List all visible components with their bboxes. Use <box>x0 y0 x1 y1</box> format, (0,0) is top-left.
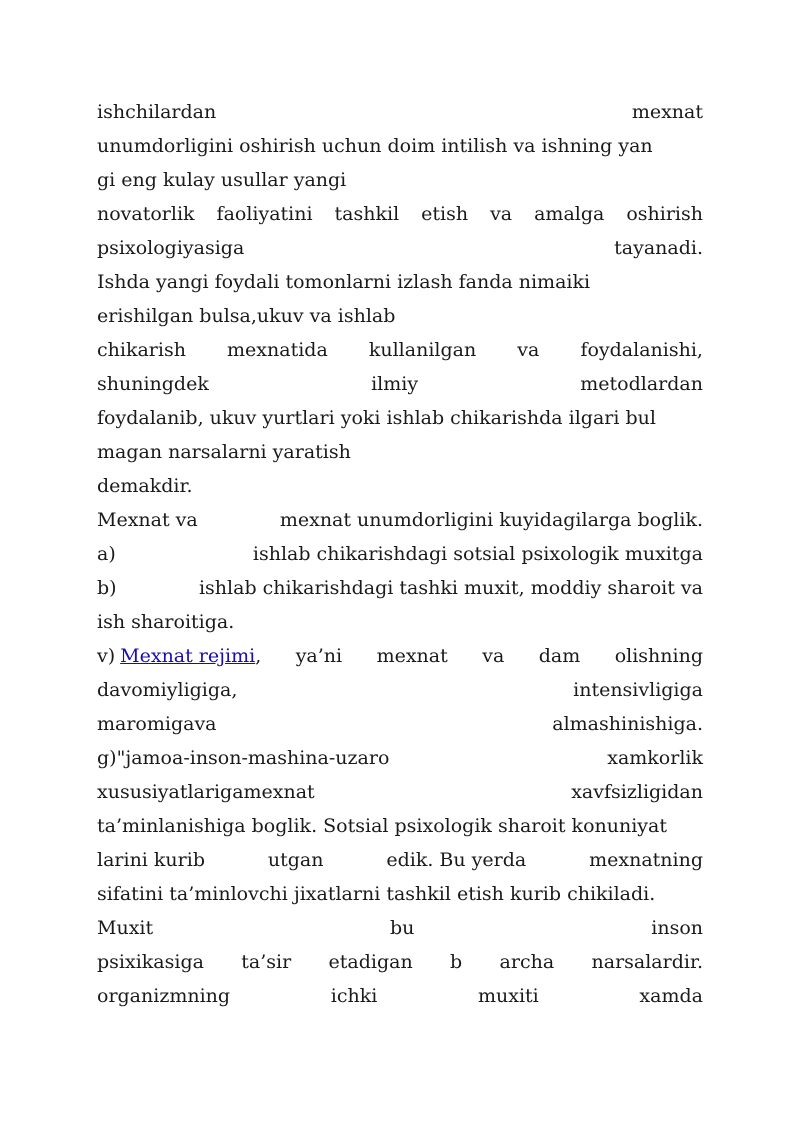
word: almashinishiga. <box>552 713 703 735</box>
word: xamkorlik <box>607 747 703 769</box>
text-line: sifatini ta’minlovchi jixatlarni tashkil etish kurib chikiladi. <box>97 883 656 905</box>
word: mexnat unumdorligini kuyidagilarga boglik. <box>279 509 703 531</box>
word: utgan <box>267 849 324 871</box>
word: tashkil <box>334 203 400 225</box>
text-line: demakdir. <box>97 475 193 497</box>
word: xamda <box>639 985 703 1007</box>
text-line: erishilgan bulsa,ukuv va ishlab <box>97 305 396 327</box>
text-line <box>97 231 703 265</box>
text-line <box>97 979 703 1013</box>
text-line <box>97 911 703 945</box>
word: larini kurib <box>97 849 205 871</box>
mexnat-rejimi-link[interactable]: Mexnat rejimi <box>120 645 256 667</box>
text-line: magan narsalarni yaratish <box>97 441 351 463</box>
word: Mexnat va <box>97 509 198 531</box>
text-line <box>97 741 703 775</box>
word: davomiyligiga, <box>97 679 238 701</box>
text-line <box>97 707 703 741</box>
text-line <box>97 673 703 707</box>
text-line <box>97 843 703 877</box>
list-item-lead <box>97 639 261 673</box>
text-line: foydalanib, ukuv yurtlari yoki ishlab chikarishda ilgari bul <box>97 407 656 429</box>
word: b <box>450 951 463 973</box>
text-line: ish sharoitiga. <box>97 611 235 633</box>
list-marker: v) <box>97 645 116 667</box>
text-line <box>97 537 703 571</box>
word: inson <box>651 917 703 939</box>
word: foydalanishi, <box>580 339 703 361</box>
word: xavfsizligidan <box>571 781 703 803</box>
word: psixologiyasiga <box>97 237 245 259</box>
word: mexnatida <box>227 339 328 361</box>
text-line: Ishda yangi foydali tomonlarni izlash fanda nimaiki <box>97 271 591 293</box>
word: chikarish <box>97 339 186 361</box>
word: va <box>482 645 505 667</box>
word: tayanadi. <box>614 237 703 259</box>
text-line: unumdorligini oshirish uchun doim intilish va ishning yan <box>97 135 653 157</box>
text-line <box>97 367 703 401</box>
text-line <box>97 945 703 979</box>
text-line <box>97 639 703 673</box>
list-marker: a) <box>97 543 116 565</box>
punctuation: , <box>255 645 262 667</box>
word: maromigava <box>97 713 217 735</box>
word: va <box>490 203 513 225</box>
word: mexnat <box>376 645 448 667</box>
word: ishchilardan <box>97 101 217 123</box>
word: faoliyatini <box>216 203 313 225</box>
word: g)"jamoa-inson-mashina-uzaro <box>97 747 390 769</box>
list-marker: b) <box>97 577 117 599</box>
word: metodlardan <box>580 373 703 395</box>
text-line <box>97 775 703 809</box>
word: bu <box>389 917 415 939</box>
word: intensivligiga <box>573 679 703 701</box>
word: archa <box>499 951 555 973</box>
word: etadigan <box>328 951 413 973</box>
word: shuningdek <box>97 373 209 395</box>
word: olishning <box>614 645 703 667</box>
text-line <box>97 197 703 231</box>
text-line <box>97 571 703 605</box>
word: organizmning <box>97 985 231 1007</box>
word: edik. Bu yerda <box>386 849 527 871</box>
word: narsalardir. <box>591 951 703 973</box>
word: ishlab chikarishdagi tashki muxit, moddiy sharoit va <box>198 577 703 599</box>
text-line: gi eng kulay usullar yangi <box>97 169 347 191</box>
word: dam <box>538 645 581 667</box>
word: Muxit <box>97 917 154 939</box>
body-text <box>97 95 703 1013</box>
word: xususiyatlarigamexnat <box>97 781 315 803</box>
word: ilmiy <box>371 373 419 395</box>
word: va <box>517 339 540 361</box>
word: muxiti <box>477 985 539 1007</box>
word: ichki <box>330 985 378 1007</box>
word: ta’sir <box>241 951 292 973</box>
word: ya’ni <box>295 645 343 667</box>
word: oshirish <box>626 203 703 225</box>
word: mexnat <box>631 101 703 123</box>
word: amalga <box>534 203 605 225</box>
text-line <box>97 503 703 537</box>
text-line: ta’minlanishiga boglik. Sotsial psixologik sharoit konuniyat <box>97 815 667 837</box>
word: mexnatning <box>589 849 703 871</box>
word: etish <box>421 203 469 225</box>
text-line <box>97 95 703 129</box>
word: novatorlik <box>97 203 195 225</box>
text-line <box>97 333 703 367</box>
word: ishlab chikarishdagi sotsial psixologik muxitga <box>252 543 703 565</box>
word: kullanilgan <box>368 339 477 361</box>
word: psixikasiga <box>97 951 204 973</box>
